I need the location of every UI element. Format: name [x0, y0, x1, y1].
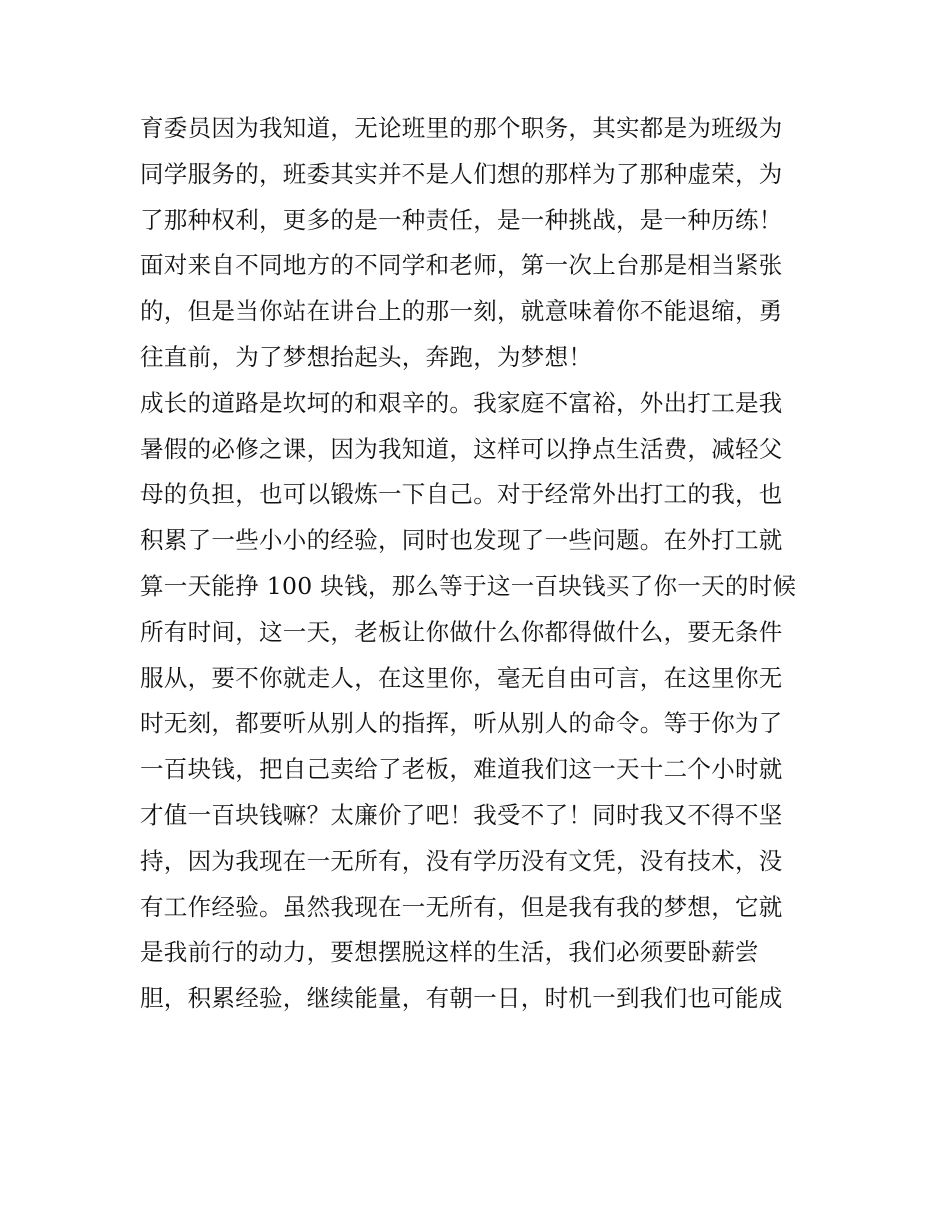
text-line: 积累了一些小小的经验，同时也发现了一些问题。在外打工就: [140, 526, 783, 555]
text-line: 服从，要不你就走人，在这里你，毫无自由可言，在这里你无: [140, 663, 783, 692]
text-line: 同学服务的，班委其实并不是人们想的那样为了那种虚荣，为: [140, 159, 783, 188]
document-body: [140, 106, 820, 1022]
text-line: 时无刻，都要听从别人的指挥，听从别人的命令。等于你为了: [140, 709, 783, 738]
text-line: 面对来自不同地方的不同学和老师，第一次上台那是相当紧张: [140, 251, 783, 280]
text-line: 胆，积累经验，继续能量，有朝一日，时机一到我们也可能成: [140, 984, 783, 1013]
text-line: 算一天能挣 100 块钱，那么等于这一百块钱买了你一天的时候: [140, 571, 797, 600]
text-line: 有工作经验。虽然我现在一无所有，但是我有我的梦想，它就: [140, 892, 783, 921]
text-line: 母的负担，也可以锻炼一下自己。对于经常外出打工的我，也: [140, 480, 783, 509]
text-line: 持，因为我现在一无所有，没有学历没有文凭，没有技术，没: [140, 846, 783, 875]
text-line: 暑假的必修之课，因为我知道，这样可以挣点生活费，减轻父: [140, 434, 783, 463]
text-line: 往直前，为了梦想抬起头，奔跑，为梦想！: [140, 342, 593, 371]
text-line: 了那种权利，更多的是一种责任，是一种挑战，是一种历练！: [140, 205, 783, 234]
text-line: 成长的道路是坎坷的和艰辛的。我家庭不富裕，外出打工是我: [140, 388, 783, 417]
text-line: 才值一百块钱嘛？太廉价了吧！我受不了！同时我又不得不坚: [140, 800, 783, 829]
text-line: 一百块钱，把自己卖给了老板，难道我们这一天十二个小时就: [140, 755, 783, 784]
text-line: 是我前行的动力，要想摆脱这样的生活，我们必须要卧薪尝: [140, 938, 759, 967]
text-line: 的，但是当你站在讲台上的那一刻，就意味着你不能退缩，勇: [140, 297, 783, 326]
text-line: 所有时间，这一天，老板让你做什么你都得做什么，要无条件: [140, 617, 783, 646]
text-line: 育委员因为我知道，无论班里的那个职务，其实都是为班级为: [140, 114, 783, 142]
